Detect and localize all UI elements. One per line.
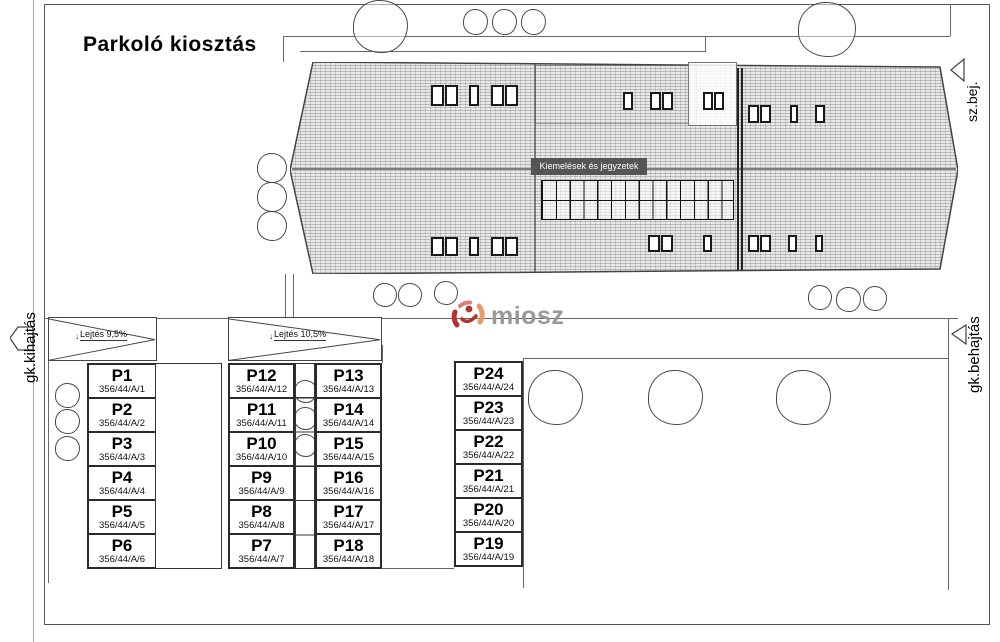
bush-icon [55, 436, 80, 461]
stall-number: P19 [473, 534, 504, 553]
parking-stall-p8 [228, 499, 295, 535]
stall-number: P2 [111, 400, 133, 419]
parking-stall-p18 [315, 533, 382, 569]
skylight-icon [505, 85, 518, 106]
stall-lot-number: 356/44/A/7 [238, 554, 285, 565]
stall-lot-number: 356/44/A/2 [99, 418, 145, 429]
parking-stall-p7 [228, 533, 295, 569]
skylight-icon [431, 85, 444, 106]
bush-icon [257, 153, 287, 183]
stall-lot-number: 356/44/A/8 [238, 520, 285, 531]
stall-lot-number: 356/44/A/1 [99, 384, 145, 395]
parking-column-middle-west [228, 363, 295, 569]
skylight-icon [790, 105, 798, 123]
skylight-icon [815, 235, 823, 252]
bush-icon [257, 182, 287, 212]
stall-number: P22 [473, 432, 504, 451]
parking-stall-p4 [87, 465, 157, 501]
stall-lot-number: 356/44/A/19 [462, 552, 515, 563]
stall-number: P13 [333, 366, 364, 385]
skylight-icon [445, 237, 458, 256]
skylight-icon [760, 235, 771, 252]
stall-number: P6 [111, 536, 133, 555]
bush-icon [492, 9, 517, 35]
stall-number: P7 [251, 536, 272, 555]
parking-aisle-west [155, 363, 222, 569]
solar-grid-row-divider [542, 200, 733, 201]
bush-icon [808, 285, 832, 310]
ramp-west [48, 317, 157, 361]
stall-lot-number: 356/44/A/5 [99, 520, 145, 531]
skylight-icon [445, 85, 458, 106]
stall-number: P9 [251, 468, 272, 487]
entry-label: gk.behajtás [966, 316, 983, 393]
skylight-icon [469, 85, 479, 106]
stall-number: P12 [246, 366, 277, 385]
boundary-line [285, 274, 286, 318]
bush-icon [836, 287, 861, 312]
stall-lot-number: 356/44/A/12 [235, 384, 288, 395]
skylight-icon [748, 105, 759, 123]
tree-icon [648, 370, 703, 425]
parking-stall-p12 [228, 363, 295, 399]
stall-number: P21 [473, 466, 504, 485]
stall-lot-number: 356/44/A/24 [462, 382, 515, 393]
ramp-slope-label: Lejtés 9,5% [80, 329, 128, 339]
side-entry-arrow-icon [950, 58, 965, 82]
stall-number: P24 [473, 364, 504, 383]
parking-stall-p16 [315, 465, 382, 501]
parking-stall-p6 [87, 533, 157, 569]
watermark-logo [449, 297, 564, 335]
stall-lot-number: 356/44/A/17 [322, 520, 375, 531]
boundary-line [293, 274, 294, 318]
stall-lot-number: 356/44/A/22 [462, 450, 515, 461]
stall-lot-number: 356/44/A/4 [99, 486, 145, 497]
stall-number: P11 [246, 400, 277, 419]
boundary-line [948, 318, 949, 590]
stall-lot-number: 356/44/A/20 [462, 518, 515, 529]
bush-icon [257, 211, 287, 241]
boundary-line [300, 51, 705, 52]
slope-arrow-icon: ↓ [269, 332, 273, 341]
skylight-icon [469, 237, 479, 256]
bush-icon [521, 9, 546, 35]
stall-number: P10 [246, 434, 277, 453]
bush-icon [55, 409, 80, 434]
stall-number: P4 [111, 468, 133, 487]
parking-stall-p13 [315, 363, 382, 399]
parking-stall-p17 [315, 499, 382, 535]
stall-lot-number: 356/44/A/14 [322, 418, 375, 429]
skylight-icon [714, 92, 724, 110]
skylight-icon [491, 85, 504, 106]
boundary-line [382, 345, 383, 363]
skylight-icon [760, 105, 771, 123]
boundary-line [523, 358, 524, 588]
parking-stall-p5 [87, 499, 157, 535]
parking-stall-p22 [454, 429, 523, 465]
stall-lot-number: 356/44/A/3 [99, 452, 145, 463]
parking-stall-p1 [87, 363, 157, 399]
tree-icon [776, 370, 831, 425]
parking-stall-p2 [87, 397, 157, 433]
skylight-icon [748, 235, 759, 252]
stall-number: P17 [333, 502, 364, 521]
page-title: Parkoló kiosztás [83, 33, 257, 56]
parking-stall-p14 [315, 397, 382, 433]
watermark-text: miosz [491, 301, 565, 330]
stall-lot-number: 356/44/A/15 [322, 452, 375, 463]
parking-stall-p24 [454, 361, 523, 397]
side-entry-label: sz.bej. [964, 81, 980, 122]
building-roof-plan [290, 62, 958, 274]
boundary-line [283, 36, 284, 62]
skylight-icon [661, 235, 673, 252]
stall-number: P8 [251, 502, 272, 521]
parking-stall-p21 [454, 463, 523, 499]
skylight-icon [703, 92, 713, 110]
parking-stall-p3 [87, 431, 157, 467]
stall-number: P16 [333, 468, 364, 487]
skylight-icon [431, 237, 444, 256]
skylight-icon [648, 235, 660, 252]
parking-column-middle-east [315, 363, 382, 569]
stall-number: P15 [333, 434, 364, 453]
bush-icon [373, 283, 397, 307]
ramp-middle [228, 317, 382, 361]
parking-stall-p10 [228, 431, 295, 467]
boundary-line [705, 36, 706, 52]
skylight-icon [788, 235, 797, 252]
stall-number: P20 [473, 500, 504, 519]
stall-number: P18 [333, 536, 364, 555]
tree-icon [528, 370, 583, 425]
stall-number: P23 [473, 398, 504, 417]
parking-stall-p19 [454, 531, 523, 567]
tree-icon [353, 0, 408, 53]
skylight-icon [703, 235, 712, 252]
stall-number: P14 [333, 400, 364, 419]
skylight-icon [650, 92, 661, 110]
stall-number: P3 [111, 434, 133, 453]
parking-stall-p23 [454, 395, 523, 431]
bush-icon [55, 383, 80, 408]
stall-lot-number: 356/44/A/11 [236, 418, 287, 429]
bush-icon [398, 283, 422, 307]
miosz-logo-icon [449, 297, 487, 335]
skylight-icon [505, 237, 518, 256]
parking-stall-p9 [228, 465, 295, 501]
notes-label: Kiemelések és jegyzetek [531, 158, 647, 175]
parking-column-east [454, 361, 523, 567]
slope-arrow-icon: ↓ [75, 332, 79, 341]
stall-lot-number: 356/44/A/9 [238, 486, 285, 497]
stall-lot-number: 356/44/A/10 [235, 452, 288, 463]
planting-strip [295, 363, 315, 569]
solar-panel-grid [541, 180, 734, 220]
parking-stall-p20 [454, 497, 523, 533]
parking-stall-p11 [228, 397, 295, 433]
skylight-icon [491, 237, 504, 256]
boundary-line [950, 4, 951, 36]
parking-column-west [87, 363, 157, 569]
boundary-line [382, 568, 454, 569]
stall-lot-number: 356/44/A/6 [99, 554, 145, 565]
ramp-slope-label: Lejtés 10,5% [274, 329, 327, 339]
tree-icon [798, 2, 856, 57]
stall-lot-number: 356/44/A/16 [322, 486, 375, 497]
stall-lot-number: 356/44/A/13 [322, 384, 375, 395]
bush-icon [463, 9, 488, 35]
skylight-icon [815, 105, 825, 123]
stall-number: P1 [111, 366, 133, 385]
skylight-icon [662, 92, 673, 110]
stall-lot-number: 356/44/A/18 [322, 554, 375, 565]
stall-lot-number: 356/44/A/21 [462, 484, 515, 495]
exit-label: gk.kihajtás [22, 312, 39, 383]
stall-lot-number: 356/44/A/23 [462, 416, 515, 427]
boundary-line [523, 358, 948, 359]
entry-arrow-icon [951, 324, 967, 345]
skylight-icon [623, 92, 633, 110]
bush-icon [863, 286, 887, 311]
stall-number: P5 [111, 502, 133, 521]
parking-stall-p15 [315, 431, 382, 467]
